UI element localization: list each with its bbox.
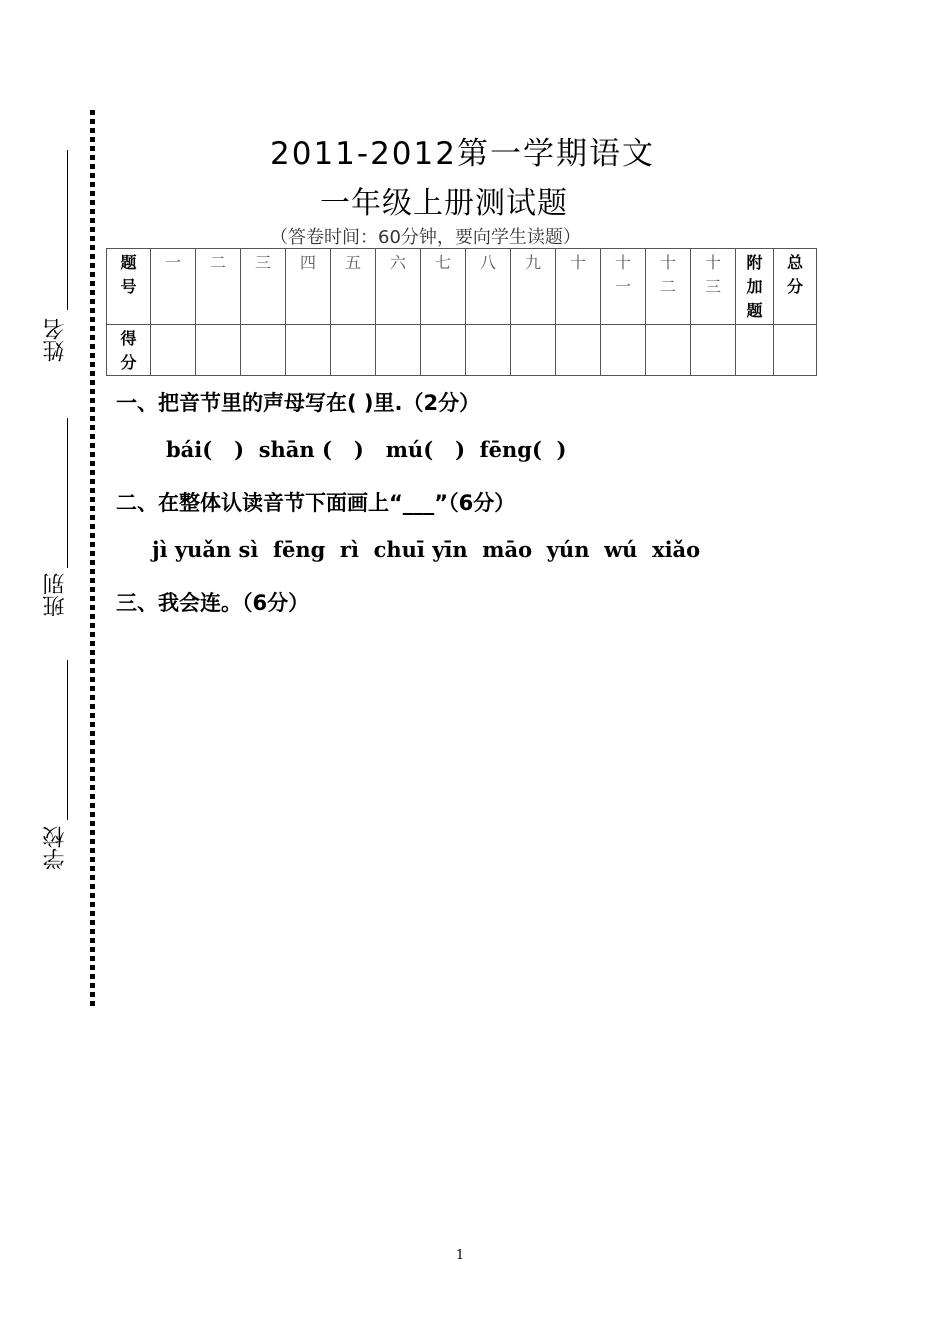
column-header: 十 [556,249,601,325]
score-cell [511,325,556,376]
total-score-label: 总分 [774,249,817,325]
column-header: 三 [241,249,286,325]
name-line [67,150,68,310]
score-table [106,248,817,376]
score-cell [331,325,376,376]
page-subtitle: （答卷时间：60分钟，要向学生读题） [270,227,581,248]
page-number: 1 [455,1248,465,1263]
column-header: 十三 [691,249,736,325]
question-3: 三、我会连。（6分） [116,591,310,615]
class-line [67,418,68,568]
school-label: 学校 [43,826,68,870]
score-cell [376,325,421,376]
column-header: 二 [196,249,241,325]
score-cell [736,325,774,376]
column-header: 七 [421,249,466,325]
question-2-pinyin: jì yuǎn sì fēng rì chuī yīn māo yún wú xiǎo [152,537,701,562]
class-label: 班别 [43,573,68,617]
score-cell [421,325,466,376]
column-header: 一 [151,249,196,325]
column-header: 五 [331,249,376,325]
column-header: 九 [511,249,556,325]
school-line [67,660,68,820]
column-header: 十一 [601,249,646,325]
column-header: 四 [286,249,331,325]
score-cell [241,325,286,376]
score-cell [691,325,736,376]
score-label: 得分 [107,325,151,376]
question-1-pinyin: bái( ) shān ( ) mú( ) fēng( ) [166,437,567,462]
extra-question-label: 附加题 [736,249,774,325]
question-2: 二、在整体认读音节下面画上“___”（6分） [116,491,516,515]
question-number-label: 题号 [107,249,151,325]
question-1: 一、把音节里的声母写在( )里.（2分） [116,391,481,415]
binding-dotted-line [90,110,95,1008]
score-cell [196,325,241,376]
score-cell [774,325,817,376]
score-cell [601,325,646,376]
score-cell [556,325,601,376]
column-header: 六 [376,249,421,325]
score-row [107,325,817,376]
question-number-row [107,249,817,325]
column-header: 十二 [646,249,691,325]
page-title: 2011-2012第一学期语文 [270,136,655,172]
score-cell [466,325,511,376]
score-cell [151,325,196,376]
score-cell [286,325,331,376]
column-header: 八 [466,249,511,325]
score-cell [646,325,691,376]
page-title-line2: 一年级上册测试题 [320,186,568,221]
name-label: 姓名 [43,318,68,362]
